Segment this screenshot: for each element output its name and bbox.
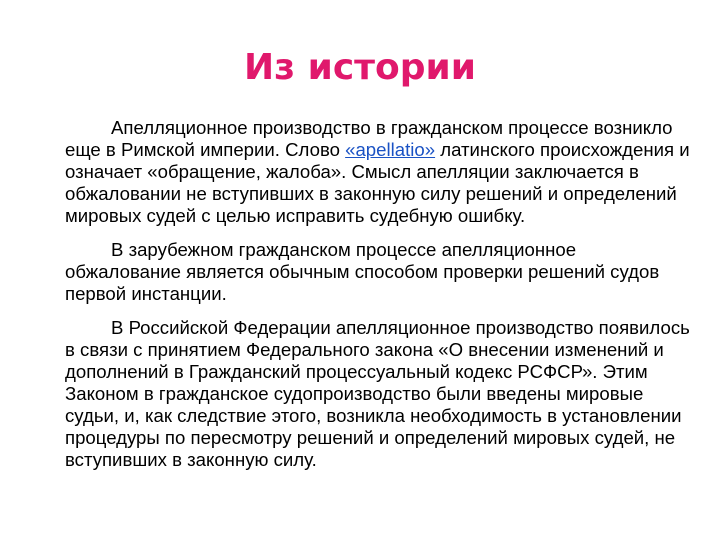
paragraph-russian-federation: В Российской Федерации апелляционное производство появилось в связи с принятием Федерального закона «О внесении изменений и дополнений в Гражданский процессуальный кодекс РСФСР». Этим Законом в гражданское судопроизводство были введены мировые судьи, и, как следствие этого, возникла необходимость в установлении процедуры по пересмотру решений и определений мировых судей, не вступивших в законную силу.	[65, 317, 690, 470]
slide-title: Из истории	[244, 47, 476, 88]
paragraph-history-origin	[65, 117, 695, 227]
slide-body	[65, 117, 695, 471]
apellatio-link[interactable]: «apellatio»	[345, 139, 436, 160]
paragraph-text: Апелляционное производство в гражданском процессе возникло еще в Римской империи. Слово	[65, 117, 673, 160]
paragraph-foreign-practice: В зарубежном гражданском процессе апелляционное обжалование является обычным способом проверки решений судов первой инстанции.	[65, 239, 660, 304]
paragraph-text: латинского происхождения и означает «обращение, жалоба». Смысл апелляции заключается в обжаловании не вступивших в законную силу решений и определений мировых судей с целью исправить судебную ошибку.	[65, 139, 690, 226]
